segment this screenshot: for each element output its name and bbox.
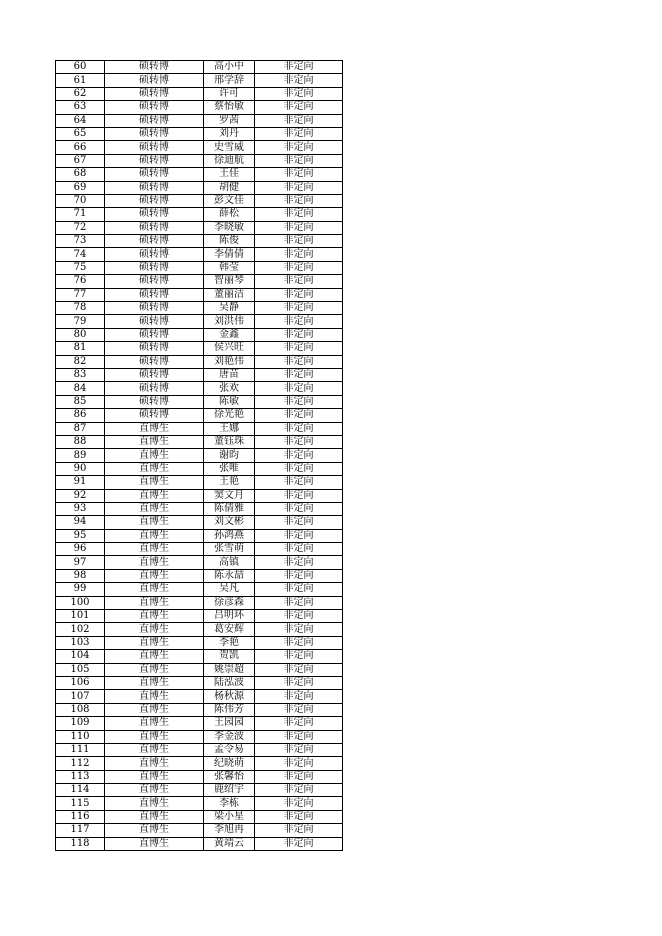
table-row [56,529,343,542]
program-type-cell: 直博生 [105,757,204,770]
enrollment-type-cell: 非定向 [255,770,343,783]
row-number-cell: 91 [56,476,105,489]
table-row [56,784,343,797]
row-number-cell: 103 [56,636,105,649]
student-name-cell: 王娜 [204,422,255,435]
table-row [56,476,343,489]
program-type-cell: 硕转博 [105,302,204,315]
program-type-cell: 直博生 [105,837,204,850]
program-type-cell: 硕转博 [105,275,204,288]
program-type-cell: 硕转博 [105,382,204,395]
program-type-cell: 硕转博 [105,168,204,181]
program-type-cell: 直博生 [105,529,204,542]
row-number-cell: 98 [56,569,105,582]
program-type-cell: 直博生 [105,650,204,663]
table-row [56,610,343,623]
row-number-cell: 100 [56,596,105,609]
table-row [56,382,343,395]
row-number-cell: 64 [56,114,105,127]
enrollment-type-cell: 非定向 [255,315,343,328]
student-name-cell: 史雪威 [204,141,255,154]
row-number-cell: 85 [56,395,105,408]
table-row [56,623,343,636]
program-type-cell: 硕转博 [105,235,204,248]
row-number-cell: 66 [56,141,105,154]
row-number-cell: 88 [56,435,105,448]
student-name-cell: 董丽洁 [204,288,255,301]
student-name-cell: 窦文月 [204,489,255,502]
table-row [56,355,343,368]
row-number-cell: 106 [56,676,105,689]
table-row [56,690,343,703]
table-row [56,516,343,529]
program-type-cell: 硕转博 [105,328,204,341]
row-number-cell: 63 [56,101,105,114]
table-row [56,127,343,140]
table-row [56,663,343,676]
table-row [56,409,343,422]
enrollment-type-cell: 非定向 [255,556,343,569]
table-row [56,703,343,716]
row-number-cell: 69 [56,181,105,194]
enrollment-type-cell: 非定向 [255,583,343,596]
program-type-cell: 硕转博 [105,355,204,368]
student-name-cell: 吴静 [204,302,255,315]
row-number-cell: 99 [56,583,105,596]
student-name-cell: 贺凯 [204,650,255,663]
program-type-cell: 硕转博 [105,208,204,221]
table-row [56,208,343,221]
student-name-cell: 鹿绍宇 [204,784,255,797]
row-number-cell: 97 [56,556,105,569]
table-row [56,583,343,596]
table-row [56,743,343,756]
row-number-cell: 70 [56,194,105,207]
table-row [56,810,343,823]
enrollment-type-cell: 非定向 [255,824,343,837]
enrollment-type-cell: 非定向 [255,395,343,408]
program-type-cell: 硕转博 [105,194,204,207]
enrollment-type-cell: 非定向 [255,342,343,355]
student-name-cell: 刘丹 [204,127,255,140]
student-name-cell: 李晓敏 [204,221,255,234]
student-name-cell: 刘艳伟 [204,355,255,368]
enrollment-type-cell: 非定向 [255,743,343,756]
enrollment-type-cell: 非定向 [255,302,343,315]
enrollment-type-cell: 非定向 [255,663,343,676]
row-number-cell: 90 [56,462,105,475]
row-number-cell: 93 [56,502,105,515]
row-number-cell: 67 [56,154,105,167]
student-name-cell: 陈倩雅 [204,502,255,515]
table-row [56,797,343,810]
enrollment-type-cell: 非定向 [255,422,343,435]
row-number-cell: 112 [56,757,105,770]
student-name-cell: 葛安辉 [204,623,255,636]
student-name-cell: 高小中 [204,61,255,74]
student-name-cell: 李旭冉 [204,824,255,837]
program-type-cell: 硕转博 [105,74,204,87]
program-type-cell: 直博生 [105,810,204,823]
row-number-cell: 78 [56,302,105,315]
student-name-cell: 梁小星 [204,810,255,823]
row-number-cell: 110 [56,730,105,743]
program-type-cell: 直博生 [105,489,204,502]
enrollment-type-cell: 非定向 [255,127,343,140]
program-type-cell: 直博生 [105,449,204,462]
program-type-cell: 硕转博 [105,221,204,234]
student-name-cell: 徐迪航 [204,154,255,167]
table-row [56,449,343,462]
table-row [56,824,343,837]
row-number-cell: 80 [56,328,105,341]
student-name-cell: 许可 [204,87,255,100]
row-number-cell: 104 [56,650,105,663]
table-row [56,368,343,381]
enrollment-type-cell: 非定向 [255,328,343,341]
enrollment-type-cell: 非定向 [255,248,343,261]
enrollment-type-cell: 非定向 [255,435,343,448]
table-row [56,730,343,743]
student-name-cell: 徐彦森 [204,596,255,609]
table-row [56,315,343,328]
enrollment-type-cell: 非定向 [255,543,343,556]
student-name-cell: 孟令易 [204,743,255,756]
row-number-cell: 107 [56,690,105,703]
student-name-cell: 姚崇超 [204,663,255,676]
enrollment-type-cell: 非定向 [255,141,343,154]
row-number-cell: 73 [56,235,105,248]
student-name-cell: 徐光艳 [204,409,255,422]
enrollment-type-cell: 非定向 [255,516,343,529]
program-type-cell: 硕转博 [105,342,204,355]
program-type-cell: 硕转博 [105,181,204,194]
program-type-cell: 硕转博 [105,395,204,408]
student-name-cell: 李倩倩 [204,248,255,261]
row-number-cell: 109 [56,717,105,730]
student-name-cell: 薛松 [204,208,255,221]
table-row [56,650,343,663]
enrollment-type-cell: 非定向 [255,462,343,475]
program-type-cell: 直博生 [105,543,204,556]
program-type-cell: 直博生 [105,663,204,676]
enrollment-type-cell: 非定向 [255,810,343,823]
enrollment-type-cell: 非定向 [255,74,343,87]
enrollment-type-cell: 非定向 [255,235,343,248]
program-type-cell: 直博生 [105,569,204,582]
student-name-cell: 吴凡 [204,583,255,596]
student-name-cell: 吕明环 [204,610,255,623]
row-number-cell: 65 [56,127,105,140]
enrollment-type-cell: 非定向 [255,610,343,623]
row-number-cell: 75 [56,261,105,274]
enrollment-type-cell: 非定向 [255,168,343,181]
enrollment-type-cell: 非定向 [255,382,343,395]
student-name-cell: 董钰珠 [204,435,255,448]
program-type-cell: 硕转博 [105,248,204,261]
enrollment-type-cell: 非定向 [255,730,343,743]
enrollment-type-cell: 非定向 [255,368,343,381]
enrollment-type-cell: 非定向 [255,194,343,207]
enrollment-type-cell: 非定向 [255,208,343,221]
table-row [56,87,343,100]
enrollment-type-cell: 非定向 [255,596,343,609]
student-name-cell: 陆泓波 [204,676,255,689]
student-name-cell: 韩莹 [204,261,255,274]
student-name-cell: 高镇 [204,556,255,569]
table-row [56,636,343,649]
program-type-cell: 直博生 [105,422,204,435]
student-name-cell: 胡健 [204,181,255,194]
table-row [56,342,343,355]
program-type-cell: 直博生 [105,743,204,756]
row-number-cell: 79 [56,315,105,328]
row-number-cell: 60 [56,61,105,74]
program-type-cell: 直博生 [105,596,204,609]
student-name-cell: 王园园 [204,717,255,730]
student-name-cell: 罗茜 [204,114,255,127]
row-number-cell: 115 [56,797,105,810]
student-name-cell: 李金波 [204,730,255,743]
student-name-cell: 孙鸿燕 [204,529,255,542]
student-name-cell: 蔡怡敏 [204,101,255,114]
row-number-cell: 113 [56,770,105,783]
row-number-cell: 105 [56,663,105,676]
student-name-cell: 张欢 [204,382,255,395]
table-row [56,168,343,181]
enrollment-type-cell: 非定向 [255,489,343,502]
student-name-cell: 陈俊 [204,235,255,248]
enrollment-type-cell: 非定向 [255,288,343,301]
table-row [56,757,343,770]
program-type-cell: 直博生 [105,824,204,837]
table-row [56,74,343,87]
enrollment-type-cell: 非定向 [255,101,343,114]
program-type-cell: 硕转博 [105,315,204,328]
row-number-cell: 61 [56,74,105,87]
student-name-cell: 陈伟芳 [204,703,255,716]
program-type-cell: 直博生 [105,502,204,515]
student-name-cell: 唐苗 [204,368,255,381]
enrollment-type-cell: 非定向 [255,114,343,127]
table-row [56,181,343,194]
enrollment-type-cell: 非定向 [255,650,343,663]
row-number-cell: 87 [56,422,105,435]
program-type-cell: 直博生 [105,516,204,529]
program-type-cell: 直博生 [105,556,204,569]
enrollment-type-cell: 非定向 [255,476,343,489]
row-number-cell: 86 [56,409,105,422]
student-name-cell: 纪晓萌 [204,757,255,770]
program-type-cell: 直博生 [105,435,204,448]
row-number-cell: 72 [56,221,105,234]
student-name-cell: 张唯 [204,462,255,475]
row-number-cell: 96 [56,543,105,556]
table-row [56,328,343,341]
program-type-cell: 直博生 [105,797,204,810]
program-type-cell: 直博生 [105,676,204,689]
row-number-cell: 68 [56,168,105,181]
student-name-cell: 谢昀 [204,449,255,462]
row-number-cell: 95 [56,529,105,542]
table-row [56,261,343,274]
enrollment-type-cell: 非定向 [255,717,343,730]
student-name-cell: 王艳 [204,476,255,489]
program-type-cell: 硕转博 [105,61,204,74]
program-type-cell: 直博生 [105,690,204,703]
student-table [55,60,343,851]
enrollment-type-cell: 非定向 [255,87,343,100]
student-name-cell: 李栋 [204,797,255,810]
table-row [56,435,343,448]
program-type-cell: 直博生 [105,636,204,649]
enrollment-type-cell: 非定向 [255,61,343,74]
student-name-cell: 李艳 [204,636,255,649]
program-type-cell: 硕转博 [105,261,204,274]
row-number-cell: 92 [56,489,105,502]
student-name-cell: 彭文佳 [204,194,255,207]
row-number-cell: 118 [56,837,105,850]
enrollment-type-cell: 非定向 [255,837,343,850]
table-row [56,502,343,515]
student-name-cell: 张馨怡 [204,770,255,783]
student-name-cell: 张雪萌 [204,543,255,556]
table-row [56,596,343,609]
student-name-cell: 金鑫 [204,328,255,341]
table-row [56,114,343,127]
program-type-cell: 硕转博 [105,101,204,114]
row-number-cell: 74 [56,248,105,261]
enrollment-type-cell: 非定向 [255,409,343,422]
program-type-cell: 硕转博 [105,368,204,381]
table-row [56,462,343,475]
program-type-cell: 直博生 [105,476,204,489]
enrollment-type-cell: 非定向 [255,154,343,167]
enrollment-type-cell: 非定向 [255,636,343,649]
program-type-cell: 直博生 [105,770,204,783]
row-number-cell: 83 [56,368,105,381]
enrollment-type-cell: 非定向 [255,757,343,770]
student-name-cell: 刘文彬 [204,516,255,529]
table-row [56,395,343,408]
table-row [56,101,343,114]
table-row [56,422,343,435]
program-type-cell: 硕转博 [105,141,204,154]
program-type-cell: 硕转博 [105,288,204,301]
table-row [56,248,343,261]
program-type-cell: 直博生 [105,623,204,636]
table-row [56,275,343,288]
program-type-cell: 硕转博 [105,114,204,127]
row-number-cell: 62 [56,87,105,100]
row-number-cell: 81 [56,342,105,355]
student-name-cell: 陈敏 [204,395,255,408]
row-number-cell: 116 [56,810,105,823]
row-number-cell: 101 [56,610,105,623]
enrollment-type-cell: 非定向 [255,181,343,194]
student-name-cell: 黄靖云 [204,837,255,850]
table-row [56,837,343,850]
enrollment-type-cell: 非定向 [255,221,343,234]
row-number-cell: 117 [56,824,105,837]
enrollment-type-cell: 非定向 [255,797,343,810]
table-row [56,569,343,582]
program-type-cell: 直博生 [105,784,204,797]
enrollment-type-cell: 非定向 [255,623,343,636]
row-number-cell: 82 [56,355,105,368]
row-number-cell: 71 [56,208,105,221]
program-type-cell: 直博生 [105,730,204,743]
row-number-cell: 114 [56,784,105,797]
program-type-cell: 直博生 [105,717,204,730]
table-row [56,543,343,556]
program-type-cell: 直博生 [105,610,204,623]
program-type-cell: 硕转博 [105,409,204,422]
enrollment-type-cell: 非定向 [255,703,343,716]
table-row [56,288,343,301]
student-name-cell: 侯兴旺 [204,342,255,355]
table-row [56,770,343,783]
table-row [56,194,343,207]
enrollment-type-cell: 非定向 [255,784,343,797]
enrollment-type-cell: 非定向 [255,690,343,703]
table-row [56,556,343,569]
enrollment-type-cell: 非定向 [255,569,343,582]
program-type-cell: 硕转博 [105,154,204,167]
student-name-cell: 陈永喆 [204,569,255,582]
enrollment-type-cell: 非定向 [255,261,343,274]
table-body [56,61,343,851]
enrollment-type-cell: 非定向 [255,449,343,462]
student-name-cell: 王佳 [204,168,255,181]
student-name-cell: 智丽琴 [204,275,255,288]
table-row [56,676,343,689]
row-number-cell: 84 [56,382,105,395]
table-row [56,717,343,730]
enrollment-type-cell: 非定向 [255,355,343,368]
table-row [56,489,343,502]
table-row [56,235,343,248]
table-row [56,302,343,315]
student-name-cell: 刘洪伟 [204,315,255,328]
row-number-cell: 108 [56,703,105,716]
enrollment-type-cell: 非定向 [255,275,343,288]
row-number-cell: 77 [56,288,105,301]
program-type-cell: 硕转博 [105,87,204,100]
table-row [56,221,343,234]
table-row [56,154,343,167]
program-type-cell: 直博生 [105,462,204,475]
program-type-cell: 直博生 [105,703,204,716]
row-number-cell: 102 [56,623,105,636]
row-number-cell: 111 [56,743,105,756]
student-name-cell: 邢学辞 [204,74,255,87]
row-number-cell: 76 [56,275,105,288]
program-type-cell: 直博生 [105,583,204,596]
row-number-cell: 89 [56,449,105,462]
enrollment-type-cell: 非定向 [255,502,343,515]
enrollment-type-cell: 非定向 [255,676,343,689]
table-row [56,141,343,154]
table-row [56,61,343,74]
program-type-cell: 硕转博 [105,127,204,140]
student-name-cell: 杨秋源 [204,690,255,703]
enrollment-type-cell: 非定向 [255,529,343,542]
row-number-cell: 94 [56,516,105,529]
